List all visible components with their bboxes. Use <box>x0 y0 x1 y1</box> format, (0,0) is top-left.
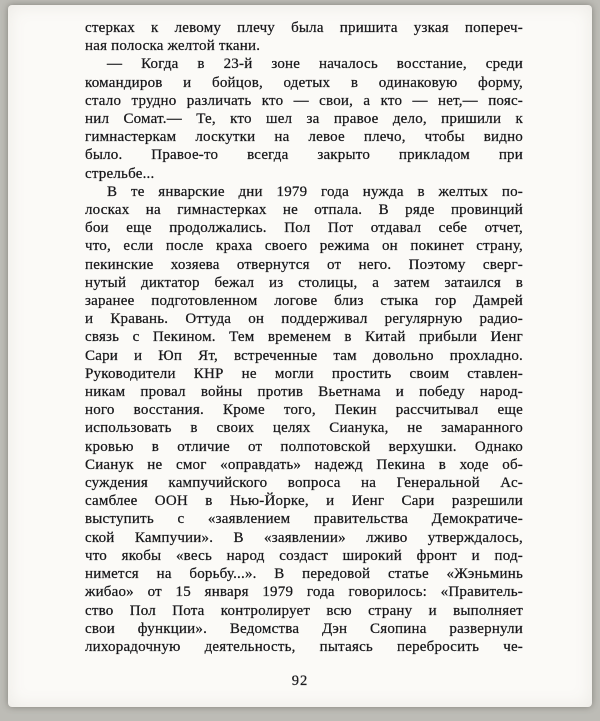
text-line: выступить с «заявлением правительства Демократиче- <box>85 511 523 528</box>
text-line: Сари и Юп Ят, встреченные там довольно прохладно. <box>85 347 523 364</box>
text-line: нимется на борьбу...». В передовой статье «Жэньминь <box>85 566 523 583</box>
text-line: стрельбе... <box>85 165 155 182</box>
text-line: что, если после краха своего режима он покинет страну, <box>85 238 523 255</box>
text-line: суждения кампучийского вопроса на Генеральной Ас- <box>85 475 523 492</box>
text-line: заранее подготовленном логове близ стыка гор Дамрей <box>85 293 523 310</box>
text-line: ской Кампучии». В «заявлении» лживо утверждалось, <box>85 529 523 546</box>
text-line: нутый диктатор бежал из столицы, а затем затаился в <box>85 274 523 291</box>
text-line: Руководители КНР не могли простить своим ставлен- <box>85 365 523 382</box>
paragraph <box>85 55 523 182</box>
book-page <box>8 5 592 707</box>
paragraph <box>85 183 523 656</box>
text-line: лосках на гимнастерках не отпала. В ряде провинций <box>85 202 523 219</box>
text-line: ная полоска желтой ткани. <box>85 38 261 55</box>
text-line: бои еще продолжались. Пол Пот отдавал себе отчет, <box>85 220 523 237</box>
text-line: В те январские дни 1979 года нужда в желтых по- <box>107 183 523 200</box>
paragraph <box>85 19 523 55</box>
text-line: ство Пол Пота контролирует всю страну и выполняет <box>85 602 523 619</box>
text-line: что якобы «весь народ создаст широкий фронт и под- <box>85 547 523 564</box>
text-line: стерках к левому плечу была пришита узкая попереч- <box>85 20 523 36</box>
text-line: ного восстания. Кроме того, Пекин рассчитывал еще <box>85 402 523 419</box>
text-line: и Кравань. Оттуда он поддерживал регулярную радио- <box>85 311 523 328</box>
text-line: нил Сомат.— Те, кто шел за правое дело, пришили к <box>85 111 523 128</box>
text-block <box>85 19 523 656</box>
text-line: использовать в своих целях Сианука, не замаранного <box>85 420 523 437</box>
page-number: 92 <box>291 673 309 689</box>
text-line: лихорадочную деятельность, пытаясь перебросить че- <box>85 638 523 655</box>
text-line: Сианук не смог «оправдать» надежд Пекина в ходе об- <box>85 456 523 473</box>
text-line: свои функции». Ведомства Дэн Сяопина развернули <box>85 620 523 637</box>
text-line: кровью в отличие от полпотовской верхушки. Однако <box>85 438 523 455</box>
text-line: пекинские хозяева отвернутся от него. Поэтому сверг- <box>85 256 523 273</box>
text-line: гимнастеркам лоскутки на левое плечо, чтобы видно <box>85 129 523 146</box>
text-line: никам провал войны против Вьетнама и победу народ- <box>85 384 523 401</box>
text-line: самблее ООН в Нью-Йорке, и Иенг Сари разрешили <box>85 493 523 510</box>
text-line: стало трудно различать кто — свои, а кто — нет,— пояс- <box>85 92 523 109</box>
text-line: было. Правое-то всегда закрыто прикладом при <box>85 147 523 164</box>
text-line: жибао» от 15 января 1979 года говорилось: «Правитель- <box>85 584 523 601</box>
text-line: командиров и бойцов, одетых в одинаковую форму, <box>85 74 523 91</box>
text-line: — Когда в 23-й зоне началось восстание, среди <box>107 56 523 73</box>
text-line: связь с Пекином. Тем временем в Китай прибыли Иенг <box>85 329 523 346</box>
